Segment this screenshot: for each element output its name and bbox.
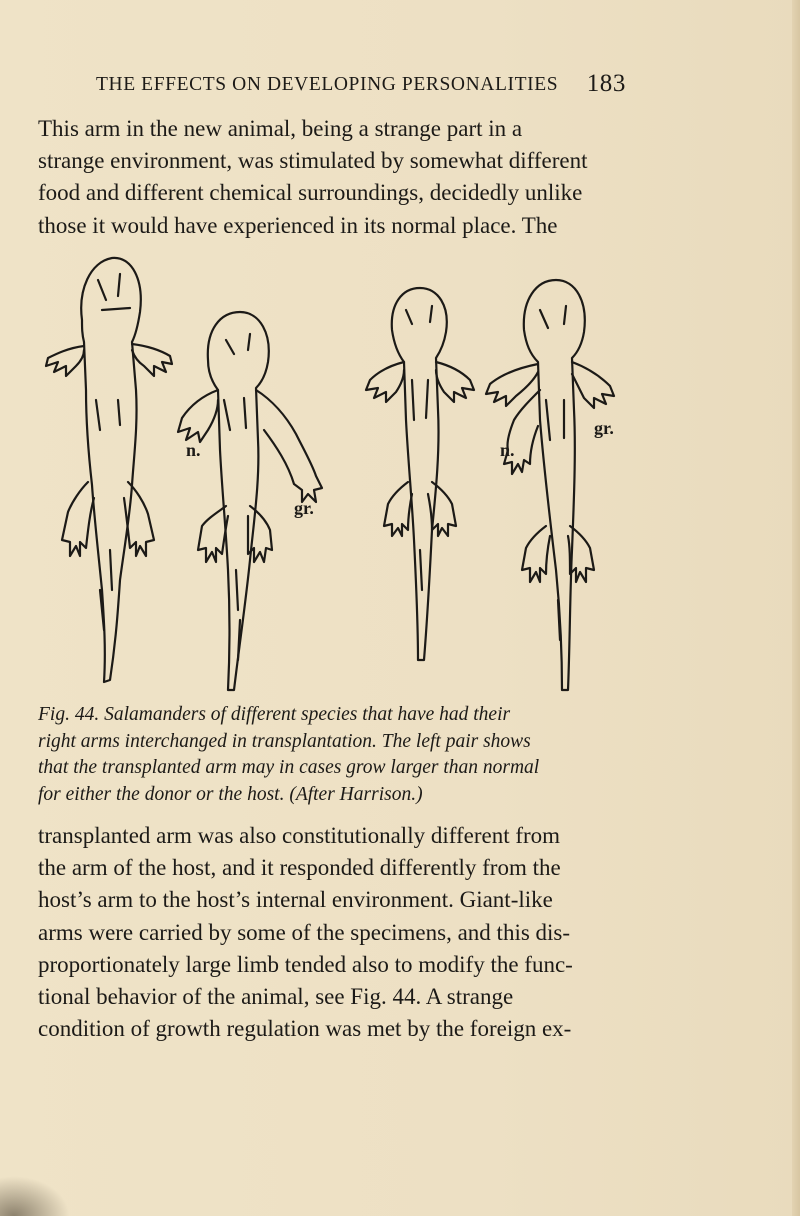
text-line: arms were carried by some of the specimens, and this dis- (38, 919, 571, 945)
figure-caption (38, 702, 623, 808)
caption-line: right arms interchanged in transplantation. The left pair shows (38, 730, 531, 752)
running-head-title: THE EFFECTS ON DEVELOPING PERSONALITIES (96, 74, 559, 95)
text-line: strange environment, was stimulated by somewhat different (38, 148, 588, 174)
text-line: transplanted arm was also constitutionally different from (38, 823, 561, 848)
text-line: those it would have experienced in its normal place. The (38, 212, 558, 238)
page-corner-shadow (0, 1176, 70, 1216)
text-line: proportionately large limb tended also to modify the func- (38, 951, 573, 977)
text-line: This arm in the new animal, being a strange part in a (38, 116, 523, 141)
text-line: tional behavior of the animal, see Fig. 44. A strange (38, 984, 514, 1010)
label-right-n: n. (500, 440, 515, 460)
salamander-figure (40, 250, 630, 705)
salamander-3 (366, 288, 474, 660)
top-paragraph (38, 113, 623, 242)
text-line: host’s arm to the host’s internal environment. Giant-like (38, 887, 553, 913)
label-right-gr: gr. (594, 418, 614, 438)
salamander-4 (486, 280, 614, 690)
text-line: food and different chemical surroundings, decidedly unlike (38, 180, 583, 206)
label-left-n: n. (186, 440, 201, 460)
salamander-1 (46, 258, 172, 682)
page-edge-shadow (792, 0, 800, 1216)
caption-line: Fig. 44. Salamanders of different species that have had their (38, 704, 511, 725)
caption-line: that the transplanted arm may in cases grow larger than normal (38, 757, 540, 778)
salamander-illustration (40, 250, 630, 705)
label-left-gr: gr. (294, 498, 314, 518)
text-line: condition of growth regulation was met by the foreign ex- (38, 1016, 572, 1042)
bottom-paragraph (38, 820, 623, 1045)
page-number: 183 (586, 70, 626, 97)
caption-line: for either the donor or the host. (After Harrison.) (38, 783, 423, 805)
text-line: the arm of the host, and it responded differently from the (38, 855, 561, 881)
